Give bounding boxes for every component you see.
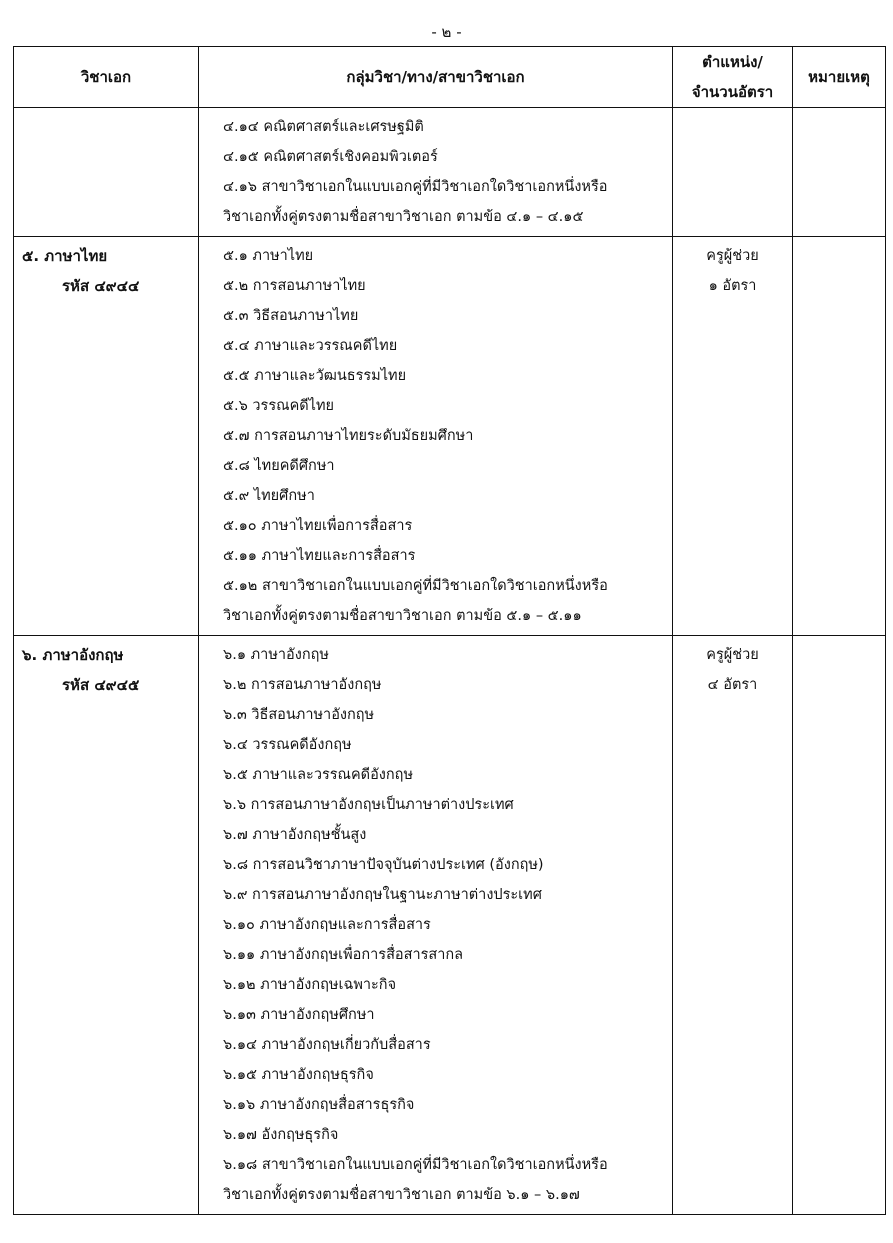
- section6-item: ๖.๑๑ ภาษาอังกฤษเพื่อการสื่อสารสากล: [223, 947, 464, 963]
- section5-position-cell: [673, 237, 793, 636]
- section6-row: [14, 636, 886, 1215]
- header-row: [14, 47, 886, 108]
- section6-major-code: รหัส ๔๙๔๕: [62, 676, 140, 694]
- section6-position-cell: [673, 636, 793, 1215]
- section5-item: ๕.๒ การสอนภาษาไทย: [223, 278, 366, 294]
- section4-position-cell: [673, 108, 793, 237]
- section5-count: ๑ อัตรา: [708, 278, 757, 294]
- section6-item: ๖.๑๒ ภาษาอังกฤษเฉพาะกิจ: [223, 977, 397, 993]
- section6-item: ๖.๘ การสอนวิชาภาษาปัจจุบันต่างประเทศ (อังกฤษ): [223, 857, 544, 873]
- section5-major-cell: [14, 237, 199, 636]
- page-number: - ๒ -: [431, 23, 462, 41]
- section5-major-name: ๕. ภาษาไทย: [22, 247, 108, 265]
- majors-table: [13, 46, 886, 1215]
- section4-continuation: วิชาเอกทั้งคู่ตรงตามชื่อสาขาวิชาเอก ตามข้อ ๔.๑ – ๔.๑๕: [223, 209, 584, 225]
- section4-item: ๔.๑๕ คณิตศาสตร์เชิงคอมพิวเตอร์: [223, 149, 438, 165]
- section6-item: ๖.๑๐ ภาษาอังกฤษและการสื่อสาร: [223, 917, 431, 933]
- section6-item: ๖.๑๗ อังกฤษธุรกิจ: [223, 1127, 339, 1143]
- section6-position: ครูผู้ช่วย: [706, 647, 759, 663]
- section5-position: ครูผู้ช่วย: [706, 248, 759, 264]
- section4-item: ๔.๑๔ คณิตศาสตร์และเศรษฐมิติ: [223, 119, 424, 135]
- section6-item: ๖.๙ การสอนภาษาอังกฤษในฐานะภาษาต่างประเทศ: [223, 887, 542, 903]
- section6-item: ๖.๓ วิธีสอนภาษาอังกฤษ: [223, 707, 375, 723]
- section5-item: ๕.๙ ไทยศึกษา: [223, 488, 315, 504]
- section6-major-name: ๖. ภาษาอังกฤษ: [22, 646, 124, 664]
- header-position-line2: จำนวนอัตรา: [691, 83, 774, 101]
- section6-continuation: วิชาเอกทั้งคู่ตรงตามชื่อสาขาวิชาเอก ตามข้อ ๖.๑ – ๖.๑๗: [223, 1187, 580, 1203]
- section5-item: ๕.๑ ภาษาไทย: [223, 248, 314, 264]
- section4-item: ๔.๑๖ สาขาวิชาเอกในแบบเอกคู่ที่มีวิชาเอกใดวิชาเอกหนึ่งหรือ: [223, 179, 608, 195]
- section5-item: ๕.๖ วรรณคดีไทย: [223, 398, 335, 414]
- section5-item: ๕.๑๑ ภาษาไทยและการสื่อสาร: [223, 548, 416, 564]
- section4-row: [14, 108, 886, 237]
- section6-item: ๖.๑๖ ภาษาอังกฤษสื่อสารธุรกิจ: [223, 1097, 415, 1113]
- section5-remarks-cell: [793, 237, 886, 636]
- section6-major-cell: [14, 636, 199, 1215]
- header-groups: กลุ่มวิชา/ทาง/สาขาวิชาเอก: [199, 47, 673, 108]
- section5-continuation: วิชาเอกทั้งคู่ตรงตามชื่อสาขาวิชาเอก ตามข้อ ๕.๑ – ๕.๑๑: [223, 608, 582, 624]
- section6-remarks-cell: [793, 636, 886, 1215]
- section6-item: ๖.๔ วรรณคดีอังกฤษ: [223, 737, 352, 753]
- section4-major-cell: [14, 108, 199, 237]
- section5-item: ๕.๔ ภาษาและวรรณคดีไทย: [223, 338, 398, 354]
- section6-item: ๖.๑๕ ภาษาอังกฤษธุรกิจ: [223, 1067, 374, 1083]
- header-position-line1: ตำแหน่ง/: [702, 53, 763, 71]
- section5-item: ๕.๓ วิธีสอนภาษาไทย: [223, 308, 359, 324]
- section6-item: ๖.๖ การสอนภาษาอังกฤษเป็นภาษาต่างประเทศ: [223, 797, 514, 813]
- header-major: วิชาเอก: [14, 47, 199, 108]
- section5-major-code: รหัส ๔๙๔๔: [62, 277, 140, 295]
- section5-item: ๕.๑๐ ภาษาไทยเพื่อการสื่อสาร: [223, 518, 413, 534]
- section6-item: ๖.๑๔ ภาษาอังกฤษเกี่ยวกับสื่อสาร: [223, 1037, 431, 1053]
- section5-list-cell: [199, 237, 673, 636]
- header-position: [673, 47, 793, 108]
- section5-item: ๕.๗ การสอนภาษาไทยระดับมัธยมศึกษา: [223, 428, 474, 444]
- section6-item: ๖.๑๓ ภาษาอังกฤษศึกษา: [223, 1007, 375, 1023]
- section5-item: ๕.๕ ภาษาและวัฒนธรรมไทย: [223, 368, 407, 384]
- section6-item: ๖.๗ ภาษาอังกฤษชั้นสูง: [223, 827, 367, 843]
- section6-list-cell: [199, 636, 673, 1215]
- header-remarks: หมายเหตุ: [793, 47, 886, 108]
- section4-list-cell: [199, 108, 673, 237]
- section6-item: ๖.๒ การสอนภาษาอังกฤษ: [223, 677, 382, 693]
- section5-item: ๕.๑๒ สาขาวิชาเอกในแบบเอกคู่ที่มีวิชาเอกใดวิชาเอกหนึ่งหรือ: [223, 578, 608, 594]
- section5-row: [14, 237, 886, 636]
- section6-count: ๔ อัตรา: [707, 677, 758, 693]
- section6-item: ๖.๑๘ สาขาวิชาเอกในแบบเอกคู่ที่มีวิชาเอกใดวิชาเอกหนึ่งหรือ: [223, 1157, 608, 1173]
- section6-item: ๖.๑ ภาษาอังกฤษ: [223, 647, 329, 663]
- section5-item: ๕.๘ ไทยคดีศึกษา: [223, 458, 335, 474]
- section4-remarks-cell: [793, 108, 886, 237]
- section6-item: ๖.๕ ภาษาและวรรณคดีอังกฤษ: [223, 767, 414, 783]
